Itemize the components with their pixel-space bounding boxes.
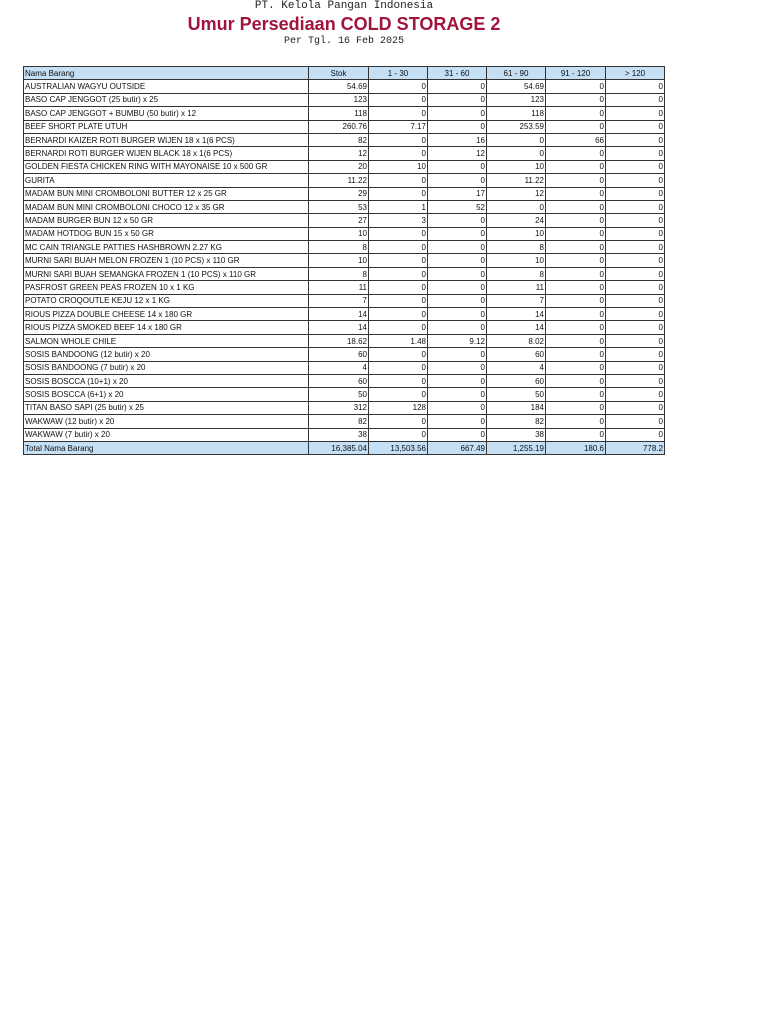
table-row <box>24 374 665 387</box>
cell-31-60: 16 <box>428 133 487 146</box>
cell-over-120: 0 <box>606 294 665 307</box>
cell-over-120: 0 <box>606 227 665 240</box>
cell-nama-barang: PASFROST GREEN PEAS FROZEN 10 x 1 KG <box>24 281 309 294</box>
total-row <box>24 441 665 454</box>
table-row <box>24 214 665 227</box>
cell-91-120: 0 <box>546 174 606 187</box>
cell-91-120: 0 <box>546 361 606 374</box>
table-row <box>24 133 665 146</box>
cell-31-60: 0 <box>428 254 487 267</box>
table-row <box>24 294 665 307</box>
cell-1-30: 7.17 <box>369 120 428 133</box>
cell-31-60: 0 <box>428 348 487 361</box>
table-row <box>24 107 665 120</box>
cell-61-90: 0 <box>487 200 546 213</box>
total-61-90: 1,255.19 <box>487 441 546 454</box>
cell-stok: 312 <box>309 401 369 414</box>
cell-over-120: 0 <box>606 160 665 173</box>
company-name: PT. Kelola Pangan Indonesia <box>254 0 434 12</box>
cell-nama-barang: MC CAIN TRIANGLE PATTIES HASHBROWN 2.27 KG <box>24 241 309 254</box>
table-row <box>24 227 665 240</box>
cell-91-120: 0 <box>546 80 606 93</box>
cell-over-120: 0 <box>606 401 665 414</box>
cell-stok: 11 <box>309 281 369 294</box>
cell-31-60: 0 <box>428 174 487 187</box>
cell-stok: 14 <box>309 321 369 334</box>
cell-31-60: 0 <box>428 321 487 334</box>
table-row <box>24 428 665 441</box>
cell-91-120: 0 <box>546 388 606 401</box>
cell-nama-barang: RIOUS PIZZA SMOKED BEEF 14 x 180 GR <box>24 321 309 334</box>
cell-stok: 27 <box>309 214 369 227</box>
column-header-over-120: > 120 <box>606 67 665 80</box>
cell-31-60: 0 <box>428 388 487 401</box>
cell-61-90: 118 <box>487 107 546 120</box>
cell-stok: 260.76 <box>309 120 369 133</box>
cell-nama-barang: AUSTRALIAN WAGYU OUTSIDE <box>24 80 309 93</box>
report-date: Per Tgl. 16 Feb 2025 <box>283 36 405 47</box>
cell-91-120: 0 <box>546 374 606 387</box>
cell-91-120: 0 <box>546 348 606 361</box>
cell-31-60: 17 <box>428 187 487 200</box>
cell-over-120: 0 <box>606 334 665 347</box>
table-row <box>24 254 665 267</box>
cell-nama-barang: RIOUS PIZZA DOUBLE CHEESE 14 x 180 GR <box>24 308 309 321</box>
cell-1-30: 0 <box>369 147 428 160</box>
total-91-120: 180.6 <box>546 441 606 454</box>
table-row <box>24 388 665 401</box>
cell-1-30: 10 <box>369 160 428 173</box>
cell-31-60: 9.12 <box>428 334 487 347</box>
total-1-30: 13,503.56 <box>369 441 428 454</box>
cell-over-120: 0 <box>606 267 665 280</box>
cell-31-60: 0 <box>428 401 487 414</box>
cell-over-120: 0 <box>606 200 665 213</box>
cell-stok: 54.69 <box>309 80 369 93</box>
cell-91-120: 0 <box>546 200 606 213</box>
cell-over-120: 0 <box>606 241 665 254</box>
cell-91-120: 0 <box>546 294 606 307</box>
cell-61-90: 4 <box>487 361 546 374</box>
cell-31-60: 0 <box>428 241 487 254</box>
cell-stok: 29 <box>309 187 369 200</box>
cell-61-90: 8 <box>487 241 546 254</box>
cell-1-30: 0 <box>369 133 428 146</box>
cell-31-60: 0 <box>428 281 487 294</box>
cell-stok: 8 <box>309 267 369 280</box>
cell-1-30: 1.48 <box>369 334 428 347</box>
cell-1-30: 0 <box>369 388 428 401</box>
table-row <box>24 120 665 133</box>
total-over-120: 778.2 <box>606 441 665 454</box>
cell-1-30: 3 <box>369 214 428 227</box>
total-31-60: 667.49 <box>428 441 487 454</box>
cell-nama-barang: WAKWAW (7 butir) x 20 <box>24 428 309 441</box>
cell-nama-barang: BASO CAP JENGGOT (25 butir) x 25 <box>24 93 309 106</box>
cell-over-120: 0 <box>606 214 665 227</box>
cell-1-30: 0 <box>369 308 428 321</box>
cell-nama-barang: POTATO CROQOUTLE KEJU 12 x 1 KG <box>24 294 309 307</box>
cell-31-60: 0 <box>428 374 487 387</box>
cell-nama-barang: SALMON WHOLE CHILE <box>24 334 309 347</box>
cell-61-90: 24 <box>487 214 546 227</box>
cell-31-60: 0 <box>428 267 487 280</box>
cell-91-120: 0 <box>546 241 606 254</box>
cell-1-30: 0 <box>369 267 428 280</box>
cell-61-90: 10 <box>487 160 546 173</box>
cell-91-120: 66 <box>546 133 606 146</box>
table-row <box>24 361 665 374</box>
cell-over-120: 0 <box>606 254 665 267</box>
cell-over-120: 0 <box>606 321 665 334</box>
cell-61-90: 82 <box>487 415 546 428</box>
cell-stok: 11.22 <box>309 174 369 187</box>
cell-stok: 7 <box>309 294 369 307</box>
cell-1-30: 0 <box>369 80 428 93</box>
cell-stok: 82 <box>309 133 369 146</box>
cell-over-120: 0 <box>606 281 665 294</box>
cell-nama-barang: MADAM BUN MINI CROMBOLONI CHOCO 12 x 35 GR <box>24 200 309 213</box>
table-row <box>24 281 665 294</box>
cell-nama-barang: MADAM HOTDOG BUN 15 x 50 GR <box>24 227 309 240</box>
cell-1-30: 0 <box>369 241 428 254</box>
table-row <box>24 348 665 361</box>
cell-1-30: 0 <box>369 187 428 200</box>
cell-61-90: 0 <box>487 147 546 160</box>
cell-61-90: 14 <box>487 321 546 334</box>
cell-31-60: 0 <box>428 160 487 173</box>
cell-nama-barang: SOSIS BOSCCA (10+1) x 20 <box>24 374 309 387</box>
cell-1-30: 0 <box>369 227 428 240</box>
cell-stok: 60 <box>309 374 369 387</box>
cell-91-120: 0 <box>546 120 606 133</box>
cell-61-90: 8.02 <box>487 334 546 347</box>
cell-nama-barang: MURNI SARI BUAH MELON FROZEN 1 (10 PCS) x 110 GR <box>24 254 309 267</box>
table-row <box>24 267 665 280</box>
cell-over-120: 0 <box>606 187 665 200</box>
cell-91-120: 0 <box>546 254 606 267</box>
table-row <box>24 334 665 347</box>
cell-1-30: 0 <box>369 374 428 387</box>
cell-nama-barang: WAKWAW (12 butir) x 20 <box>24 415 309 428</box>
cell-91-120: 0 <box>546 187 606 200</box>
cell-over-120: 0 <box>606 374 665 387</box>
cell-stok: 18.62 <box>309 334 369 347</box>
cell-stok: 10 <box>309 254 369 267</box>
cell-1-30: 0 <box>369 107 428 120</box>
column-header-31-60: 31 - 60 <box>428 67 487 80</box>
cell-stok: 14 <box>309 308 369 321</box>
cell-nama-barang: BERNARDI KAIZER ROTI BURGER WIJEN 18 x 1(6 PCS) <box>24 133 309 146</box>
cell-nama-barang: BEEF SHORT PLATE UTUH <box>24 120 309 133</box>
cell-over-120: 0 <box>606 415 665 428</box>
cell-over-120: 0 <box>606 361 665 374</box>
cell-61-90: 10 <box>487 227 546 240</box>
cell-61-90: 253.59 <box>487 120 546 133</box>
cell-1-30: 0 <box>369 415 428 428</box>
cell-61-90: 60 <box>487 348 546 361</box>
cell-91-120: 0 <box>546 281 606 294</box>
cell-stok: 50 <box>309 388 369 401</box>
cell-stok: 53 <box>309 200 369 213</box>
cell-stok: 20 <box>309 160 369 173</box>
cell-over-120: 0 <box>606 120 665 133</box>
cell-nama-barang: GOLDEN FIESTA CHICKEN RING WITH MAYONAISE 10 x 500 GR <box>24 160 309 173</box>
cell-nama-barang: SOSIS BOSCCA (6+1) x 20 <box>24 388 309 401</box>
cell-stok: 4 <box>309 361 369 374</box>
cell-61-90: 123 <box>487 93 546 106</box>
cell-61-90: 12 <box>487 187 546 200</box>
table-header-row <box>24 67 665 80</box>
cell-stok: 82 <box>309 415 369 428</box>
cell-61-90: 0 <box>487 133 546 146</box>
cell-91-120: 0 <box>546 321 606 334</box>
cell-61-90: 38 <box>487 428 546 441</box>
cell-stok: 10 <box>309 227 369 240</box>
cell-1-30: 0 <box>369 174 428 187</box>
inventory-aging-table <box>23 66 665 455</box>
cell-91-120: 0 <box>546 401 606 414</box>
cell-91-120: 0 <box>546 160 606 173</box>
cell-1-30: 1 <box>369 200 428 213</box>
column-header-stok: Stok <box>309 67 369 80</box>
cell-31-60: 0 <box>428 214 487 227</box>
cell-over-120: 0 <box>606 133 665 146</box>
cell-1-30: 0 <box>369 254 428 267</box>
cell-stok: 8 <box>309 241 369 254</box>
cell-61-90: 60 <box>487 374 546 387</box>
cell-31-60: 0 <box>428 428 487 441</box>
cell-91-120: 0 <box>546 267 606 280</box>
cell-31-60: 0 <box>428 294 487 307</box>
cell-nama-barang: MURNI SARI BUAH SEMANGKA FROZEN 1 (10 PCS) x 110 GR <box>24 267 309 280</box>
cell-31-60: 0 <box>428 80 487 93</box>
cell-over-120: 0 <box>606 388 665 401</box>
table-row <box>24 160 665 173</box>
report-title: Umur Persediaan COLD STORAGE 2 <box>187 14 501 34</box>
table-row <box>24 321 665 334</box>
table-row <box>24 147 665 160</box>
total-label: Total Nama Barang <box>24 441 309 454</box>
cell-61-90: 50 <box>487 388 546 401</box>
cell-stok: 38 <box>309 428 369 441</box>
cell-over-120: 0 <box>606 80 665 93</box>
table-row <box>24 174 665 187</box>
cell-over-120: 0 <box>606 174 665 187</box>
table-row <box>24 200 665 213</box>
cell-stok: 60 <box>309 348 369 361</box>
table-row <box>24 80 665 93</box>
cell-31-60: 0 <box>428 93 487 106</box>
cell-nama-barang: GURITA <box>24 174 309 187</box>
cell-91-120: 0 <box>546 428 606 441</box>
cell-nama-barang: MADAM BUN MINI CROMBOLONI BUTTER 12 x 25 GR <box>24 187 309 200</box>
cell-1-30: 0 <box>369 294 428 307</box>
total-stok: 16,385.04 <box>309 441 369 454</box>
cell-61-90: 14 <box>487 308 546 321</box>
cell-1-30: 128 <box>369 401 428 414</box>
cell-31-60: 0 <box>428 120 487 133</box>
cell-61-90: 11 <box>487 281 546 294</box>
cell-nama-barang: BERNARDI ROTI BURGER WIJEN BLACK 18 x 1(6 PCS) <box>24 147 309 160</box>
cell-stok: 118 <box>309 107 369 120</box>
table-row <box>24 187 665 200</box>
cell-nama-barang: TITAN BASO SAPI (25 butir) x 25 <box>24 401 309 414</box>
cell-61-90: 11.22 <box>487 174 546 187</box>
cell-61-90: 7 <box>487 294 546 307</box>
table-row <box>24 401 665 414</box>
cell-31-60: 52 <box>428 200 487 213</box>
column-header-1-30: 1 - 30 <box>369 67 428 80</box>
cell-31-60: 12 <box>428 147 487 160</box>
cell-nama-barang: BASO CAP JENGGOT + BUMBU (50 butir) x 12 <box>24 107 309 120</box>
table-row <box>24 415 665 428</box>
cell-31-60: 0 <box>428 361 487 374</box>
cell-31-60: 0 <box>428 107 487 120</box>
cell-61-90: 8 <box>487 267 546 280</box>
cell-61-90: 10 <box>487 254 546 267</box>
cell-31-60: 0 <box>428 308 487 321</box>
cell-91-120: 0 <box>546 147 606 160</box>
table-row <box>24 93 665 106</box>
cell-1-30: 0 <box>369 321 428 334</box>
column-header-91-120: 91 - 120 <box>546 67 606 80</box>
cell-nama-barang: SOSIS BANDOONG (12 butir) x 20 <box>24 348 309 361</box>
column-header-nama-barang: Nama Barang <box>24 67 309 80</box>
cell-61-90: 184 <box>487 401 546 414</box>
cell-61-90: 54.69 <box>487 80 546 93</box>
cell-over-120: 0 <box>606 93 665 106</box>
cell-1-30: 0 <box>369 428 428 441</box>
cell-nama-barang: MADAM BURGER BUN 12 x 50 GR <box>24 214 309 227</box>
cell-91-120: 0 <box>546 227 606 240</box>
cell-stok: 12 <box>309 147 369 160</box>
cell-31-60: 0 <box>428 227 487 240</box>
cell-91-120: 0 <box>546 214 606 227</box>
cell-1-30: 0 <box>369 348 428 361</box>
cell-1-30: 0 <box>369 281 428 294</box>
cell-stok: 123 <box>309 93 369 106</box>
cell-over-120: 0 <box>606 428 665 441</box>
cell-over-120: 0 <box>606 348 665 361</box>
cell-over-120: 0 <box>606 147 665 160</box>
cell-91-120: 0 <box>546 415 606 428</box>
cell-91-120: 0 <box>546 93 606 106</box>
cell-91-120: 0 <box>546 107 606 120</box>
cell-91-120: 0 <box>546 308 606 321</box>
cell-91-120: 0 <box>546 334 606 347</box>
table-row <box>24 241 665 254</box>
cell-31-60: 0 <box>428 415 487 428</box>
table-row <box>24 308 665 321</box>
cell-over-120: 0 <box>606 308 665 321</box>
cell-1-30: 0 <box>369 93 428 106</box>
cell-1-30: 0 <box>369 361 428 374</box>
column-header-61-90: 61 - 90 <box>487 67 546 80</box>
cell-nama-barang: SOSIS BANDOONG (7 butir) x 20 <box>24 361 309 374</box>
cell-over-120: 0 <box>606 107 665 120</box>
